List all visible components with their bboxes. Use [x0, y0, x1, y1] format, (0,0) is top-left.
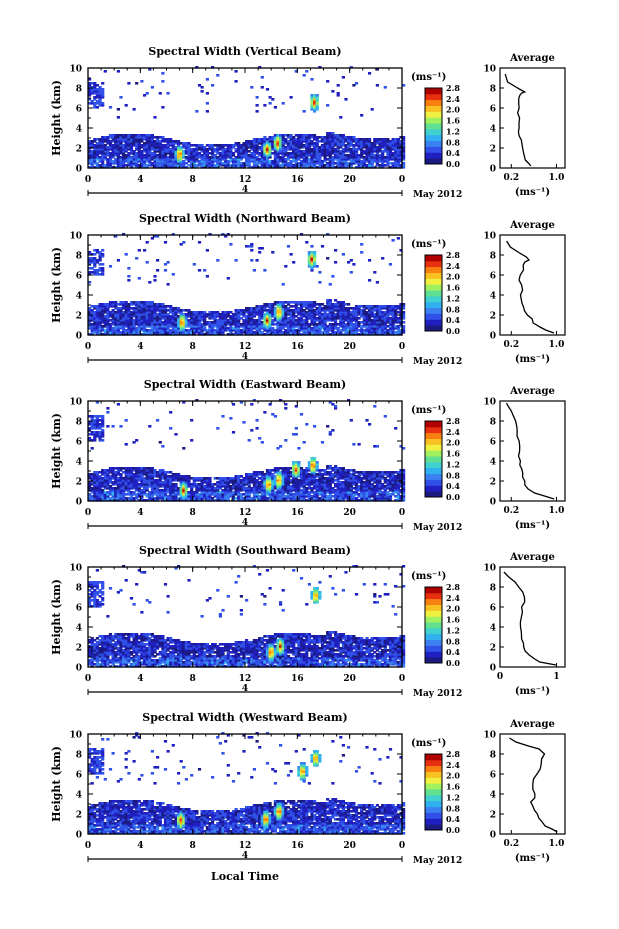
avg-line: [505, 74, 531, 166]
heatmap-cell: [350, 271, 353, 274]
colorbar-tick-label: 1.2: [446, 293, 460, 304]
heatmap-cell: [156, 259, 159, 262]
colorbar-tick-label: 0.0: [446, 326, 460, 336]
heatmap-cell: [143, 249, 146, 252]
heatmap-cell: [331, 275, 334, 278]
avg-x-tick-label: 1.0: [548, 173, 565, 183]
heatmap-cell: [310, 78, 313, 81]
heatmap-cell: [198, 241, 201, 244]
heatmap-cell: [263, 104, 266, 107]
x-tick-label: 8: [189, 342, 196, 352]
colorbar-tick-label: 0.8: [446, 137, 460, 148]
heatmap-cell: [274, 415, 277, 418]
heatmap-cell: [229, 417, 232, 420]
heatmap-cell: [242, 421, 245, 424]
heatmap-cell: [169, 427, 172, 430]
heatmap-cell: [290, 253, 293, 256]
colorbar-segment: [425, 123, 442, 129]
avg-y-tick-label: 2: [489, 311, 496, 322]
heatmap-cell: [125, 443, 128, 446]
heatmap-cell: [211, 84, 214, 87]
month-label: May 2012: [413, 357, 463, 367]
colorbar-tick-label: 1.6: [446, 115, 460, 126]
heatmap-cell: [284, 265, 287, 268]
heatmap-cell: [371, 108, 374, 111]
heatmap-cell: [153, 275, 156, 278]
avg-y-tick-label: 6: [489, 271, 496, 282]
heatmap-cell: [101, 253, 104, 256]
heatmap-cell: [321, 245, 324, 248]
colorbar-segment: [425, 296, 442, 302]
heatmap-cell: [101, 88, 104, 91]
heatmap-cell: [318, 281, 321, 284]
heatmap-cell: [101, 102, 104, 105]
heatmap-cell: [329, 299, 332, 302]
heatmap-cell: [221, 415, 224, 418]
heatmap-cell: [305, 70, 308, 73]
panel-title: Spectral Width (Vertical Beam): [148, 45, 342, 58]
colorbar-segment: [425, 88, 442, 94]
avg-y-tick-label: 10: [483, 231, 496, 242]
heatmap-cell: [360, 243, 363, 246]
heatmap-cell: [287, 245, 290, 248]
colorbar-segment: [425, 273, 442, 279]
heatmap-cell: [167, 261, 170, 264]
y-tick-label: 0: [75, 164, 82, 175]
heatmap-cell: [106, 411, 109, 414]
heatmap-cell: [159, 92, 162, 95]
heatmap-cell: [303, 74, 306, 77]
avg-y-tick-label: 6: [489, 104, 496, 115]
heatmap-cell: [161, 72, 164, 75]
heatmap-cell: [117, 108, 120, 111]
heatmap-cell: [235, 70, 238, 73]
heatmap-cell: [326, 104, 329, 107]
heatmap-cell: [138, 277, 141, 280]
heatmap-cell: [350, 259, 353, 262]
colorbar-segment: [425, 117, 442, 123]
heatmap-cell: [146, 261, 149, 264]
y-tick-label: 10: [69, 231, 82, 242]
heatmap-cell: [269, 102, 272, 105]
colorbar-tick-label: 2.8: [446, 83, 460, 93]
heatmap-cell: [334, 249, 337, 252]
avg-x-tick-label: 1.0: [548, 340, 565, 350]
x-tick-label: 20: [343, 342, 356, 352]
heatmap-cell: [182, 241, 185, 244]
heatmap-cell: [227, 277, 230, 280]
heatmap-cell: [117, 70, 120, 73]
heatmap-cell: [135, 257, 138, 260]
heatmap-cell: [153, 279, 156, 282]
heatmap-cell: [174, 483, 177, 486]
x-tick-label: 4: [137, 342, 144, 352]
colorbar-tick-label: 2.4: [446, 260, 460, 271]
panel-2: [50, 378, 565, 533]
heatmap-cell: [206, 110, 209, 113]
heatmap-cell: [182, 447, 185, 450]
heatmap-cell: [274, 106, 277, 109]
heatmap-cell: [148, 281, 151, 284]
heatmap-cell: [337, 84, 340, 87]
colorbar: [425, 250, 460, 336]
heatmap-cell: [344, 98, 347, 101]
heatmap-cell: [360, 114, 363, 117]
heatmap-cell: [201, 90, 204, 93]
heatmap-cell: [101, 267, 104, 270]
colorbar-unit: (ms⁻¹): [411, 72, 447, 83]
heatmap-cell: [261, 441, 264, 444]
heatmap-cell: [91, 447, 94, 450]
heatmap-cell: [256, 419, 259, 422]
panel-title: Spectral Width (Eastward Beam): [143, 378, 347, 391]
heatmap-cell: [203, 269, 206, 272]
avg-title: Average: [510, 220, 555, 231]
y-tick-label: 2: [75, 144, 82, 155]
avg-y-tick-label: 8: [489, 251, 496, 262]
avg-y-tick-label: 4: [489, 291, 496, 302]
heatmap-cell: [140, 80, 143, 83]
avg-x-tick-label: 0.2: [503, 340, 520, 350]
heatmap-cell: [206, 249, 209, 252]
avg-y-tick-label: 8: [489, 84, 496, 95]
colorbar-segment: [425, 152, 442, 158]
heatmap-cell: [101, 439, 104, 442]
heatmap-cell: [339, 116, 342, 119]
y-axis-label: Height (km): [50, 247, 63, 323]
heatmap-cell: [206, 275, 209, 278]
heatmap-cell: [235, 80, 238, 83]
heatmap-cell: [376, 281, 379, 284]
heatmap-cell: [190, 419, 193, 422]
colorbar-tick-label: 0.0: [446, 159, 460, 169]
heatmap-cell: [125, 253, 128, 256]
heatmap-cell: [208, 477, 211, 480]
colorbar-tick-label: 0.4: [446, 315, 460, 326]
colorbar-tick-label: 2.4: [446, 93, 460, 104]
heatmap-cell: [250, 259, 253, 262]
heatmap-cell: [256, 259, 259, 262]
heatmap-cell: [109, 265, 112, 268]
x-tick-label: 16: [291, 342, 304, 352]
colorbar: [425, 83, 460, 169]
heatmap-cell: [169, 411, 172, 414]
heatmap-cell: [292, 261, 295, 264]
heatmap-cell: [101, 429, 104, 432]
colorbar-tick-label: 0.8: [446, 304, 460, 315]
colorbar-segment: [425, 278, 442, 284]
heatmap-cell: [261, 76, 264, 79]
heatmap-cell: [360, 251, 363, 254]
colorbar-tick-label: 2.8: [446, 250, 460, 260]
heatmap-cell: [153, 116, 156, 119]
heatmap-cell: [256, 104, 259, 107]
colorbar-tick-label: 1.2: [446, 126, 460, 137]
heatmap-cell: [112, 425, 115, 428]
colorbar-segment: [425, 106, 442, 112]
heatmap-cell: [250, 403, 253, 406]
heatmap-cell: [206, 92, 209, 95]
y-tick-label: 2: [75, 311, 82, 322]
heatmap-cell: [271, 251, 274, 254]
average-profile: [483, 53, 565, 198]
heatmap-cell: [119, 425, 122, 428]
heatmap-cell: [125, 104, 128, 107]
heatmap-cell: [305, 241, 308, 244]
heatmap-cell: [159, 441, 162, 444]
heatmap-cell: [151, 86, 154, 89]
colorbar-tick-label: 0.4: [446, 148, 460, 159]
colorbar-tick-label: 2.0: [446, 104, 460, 115]
heatmap-cell: [229, 243, 232, 246]
colorbar-segment: [425, 314, 442, 320]
colorbar-segment: [425, 290, 442, 296]
heatmap-cell: [195, 110, 198, 113]
heatmap-cell: [146, 92, 149, 95]
heatmap-cell: [376, 84, 379, 87]
heatmap-cell: [106, 425, 109, 428]
heatmap-cell: [198, 269, 201, 272]
heatmap-cell: [316, 265, 319, 268]
heatmap-cell: [329, 283, 332, 286]
colorbar-tick-label: 1.6: [446, 282, 460, 293]
month-label: May 2012: [413, 190, 463, 200]
heatmap-cell: [135, 439, 138, 442]
x-tick-label: 12: [238, 175, 252, 185]
heatmap-cell: [352, 263, 355, 266]
heatmap-cell: [156, 269, 159, 272]
heatmap-cell: [310, 245, 313, 248]
heatmap-cell: [389, 263, 392, 266]
heatmap-cell: [250, 249, 253, 252]
heatmap-cell: [316, 94, 319, 97]
heatmap-cell: [146, 241, 149, 244]
heatmap-cell: [167, 283, 170, 286]
heatmap-cell: [250, 86, 253, 89]
y-tick-label: 10: [69, 64, 82, 75]
heatmap-cell: [266, 88, 269, 91]
heatmap-cell: [232, 431, 235, 434]
heatmap: [88, 66, 405, 169]
heatmap-cell: [250, 429, 253, 432]
y-tick-label: 6: [75, 104, 82, 115]
heatmap-cell: [282, 102, 285, 105]
x-tick-label: 16: [291, 175, 304, 185]
heatmap-cell: [368, 279, 371, 282]
y-tick-label: 6: [75, 271, 82, 282]
day-label: 4: [241, 352, 249, 362]
heatmap-cell: [261, 247, 264, 250]
y-axis-label: Height (km): [50, 80, 63, 156]
heatmap-cell: [101, 263, 104, 266]
heatmap-cell: [261, 86, 264, 89]
avg-unit: (ms⁻¹): [514, 354, 551, 365]
colorbar-segment: [425, 111, 442, 117]
heatmap-cell: [101, 415, 104, 418]
heatmap-cell: [190, 439, 193, 442]
heatmap-cell: [109, 106, 112, 109]
heatmap-cell: [342, 76, 345, 79]
heatmap-cell: [161, 106, 164, 109]
heatmap-cell: [318, 271, 321, 274]
avg-line: [507, 241, 554, 333]
heatmap-cell: [303, 110, 306, 113]
panel-title: Spectral Width (Northward Beam): [139, 212, 351, 225]
colorbar-segment: [425, 135, 442, 141]
x-tick-label: 4: [137, 175, 144, 185]
heatmap-cell: [331, 90, 334, 93]
heatmap-cell: [127, 279, 130, 282]
heatmap-cell: [271, 98, 274, 101]
colorbar-unit: (ms⁻¹): [411, 239, 447, 250]
heatmap-cell: [133, 108, 136, 111]
avg-unit: (ms⁻¹): [514, 187, 551, 198]
colorbar-segment: [425, 284, 442, 290]
heatmap-cell: [201, 86, 204, 89]
heatmap-cell: [256, 110, 259, 113]
x-tick-label: 8: [189, 175, 196, 185]
colorbar-segment: [425, 319, 442, 325]
heatmap-cell: [342, 253, 345, 256]
heatmap-cell: [368, 138, 371, 141]
heatmap-cell: [334, 261, 337, 264]
y-tick-label: 4: [75, 124, 82, 135]
x-tick-label: 0: [398, 342, 406, 352]
average-profile: [483, 220, 565, 365]
heatmap-cell: [127, 267, 130, 270]
y-tick-label: 0: [75, 331, 82, 342]
avg-y-tick-label: 2: [489, 144, 496, 155]
colorbar-segment: [425, 267, 442, 273]
colorbar-segment: [425, 302, 442, 308]
heatmap-cell: [117, 116, 120, 119]
heatmap-cell: [368, 72, 371, 75]
heatmap-cell: [127, 275, 130, 278]
y-tick-label: 4: [75, 291, 82, 302]
x-tick-label: 0: [84, 342, 92, 352]
heatmap-cell: [355, 82, 358, 85]
heatmap-cell: [125, 419, 128, 422]
panel-0: [50, 45, 565, 200]
heatmap-cell: [206, 78, 209, 81]
heatmap-cell: [148, 425, 151, 428]
avg-y-tick-label: 0: [489, 164, 496, 175]
heatmap-cell: [117, 259, 120, 262]
heatmap-cell: [326, 80, 329, 83]
heatmap-cell: [106, 407, 109, 410]
heatmap-cell: [161, 445, 164, 448]
heatmap-cell: [263, 269, 266, 272]
heatmap-cell: [101, 249, 104, 252]
heatmap-cell: [337, 92, 340, 95]
heatmap-cell: [216, 427, 219, 430]
heatmap-cell: [164, 269, 167, 272]
colorbar-segment: [425, 141, 442, 147]
heatmap-cell: [258, 437, 261, 440]
heatmap-cell: [117, 403, 120, 406]
colorbar-segment: [425, 129, 442, 135]
avg-y-tick-label: 10: [483, 64, 496, 75]
heatmap-cell: [164, 241, 167, 244]
heatmap-cell: [216, 259, 219, 262]
heatmap-cell: [368, 259, 371, 262]
heatmap-cell: [373, 271, 376, 274]
heatmap-cell: [156, 419, 159, 422]
heatmap-cell: [138, 249, 141, 252]
heatmap-cell: [263, 411, 266, 414]
x-tick-label: 12: [238, 342, 252, 352]
y-tick-label: 8: [75, 251, 82, 262]
heatmap-cell: [250, 243, 253, 246]
heatmap-cell: [290, 96, 293, 99]
heatmap-cell: [161, 80, 164, 83]
colorbar-segment: [425, 147, 442, 153]
heatmap: [88, 233, 405, 336]
heatmap-cell: [167, 92, 170, 95]
heatmap-cell: [313, 251, 316, 254]
heatmap-cell: [248, 439, 251, 442]
heatmap-cell: [253, 269, 256, 272]
heatmap-cell: [256, 96, 259, 99]
heatmap-cell: [119, 96, 122, 99]
heatmap-cell: [258, 251, 261, 254]
colorbar-segment: [425, 100, 442, 106]
avg-title: Average: [510, 53, 555, 64]
heatmap-cell: [172, 273, 175, 276]
heatmap-cell: [397, 237, 400, 240]
heatmap-cell: [384, 86, 387, 89]
avg-x-tick-label: 0.2: [503, 173, 520, 183]
avg-y-tick-label: 4: [489, 124, 496, 135]
heatmap-cell: [216, 74, 219, 77]
colorbar-segment: [425, 308, 442, 314]
x-tick-label: 0: [398, 175, 406, 185]
heatmap-cell: [282, 283, 285, 286]
y-tick-label: 8: [75, 84, 82, 95]
heatmap-cell: [381, 257, 384, 260]
colorbar-segment: [425, 261, 442, 267]
heatmap-cell: [347, 303, 350, 306]
avg-y-tick-label: 0: [489, 331, 496, 342]
heatmap-cell: [127, 82, 130, 85]
colorbar-segment: [425, 94, 442, 100]
x-tick-label: 0: [84, 175, 92, 185]
heatmap-cell: [206, 102, 209, 105]
heatmap-cell: [101, 82, 104, 85]
panel-1: [50, 212, 565, 367]
heatmap: [88, 399, 405, 502]
heatmap-cell: [326, 257, 329, 260]
heatmap-cell: [104, 70, 107, 73]
heatmap-cell: [392, 239, 395, 242]
colorbar-segment: [425, 255, 442, 261]
day-label: 4: [241, 185, 249, 195]
heatmap-cell: [174, 433, 177, 436]
heatmap-cell: [235, 259, 238, 262]
heatmap-cell: [193, 263, 196, 266]
x-tick-label: 20: [343, 175, 356, 185]
heatmap-cell: [135, 82, 138, 85]
heatmap-cell: [256, 427, 259, 430]
colorbar-tick-label: 2.0: [446, 271, 460, 282]
